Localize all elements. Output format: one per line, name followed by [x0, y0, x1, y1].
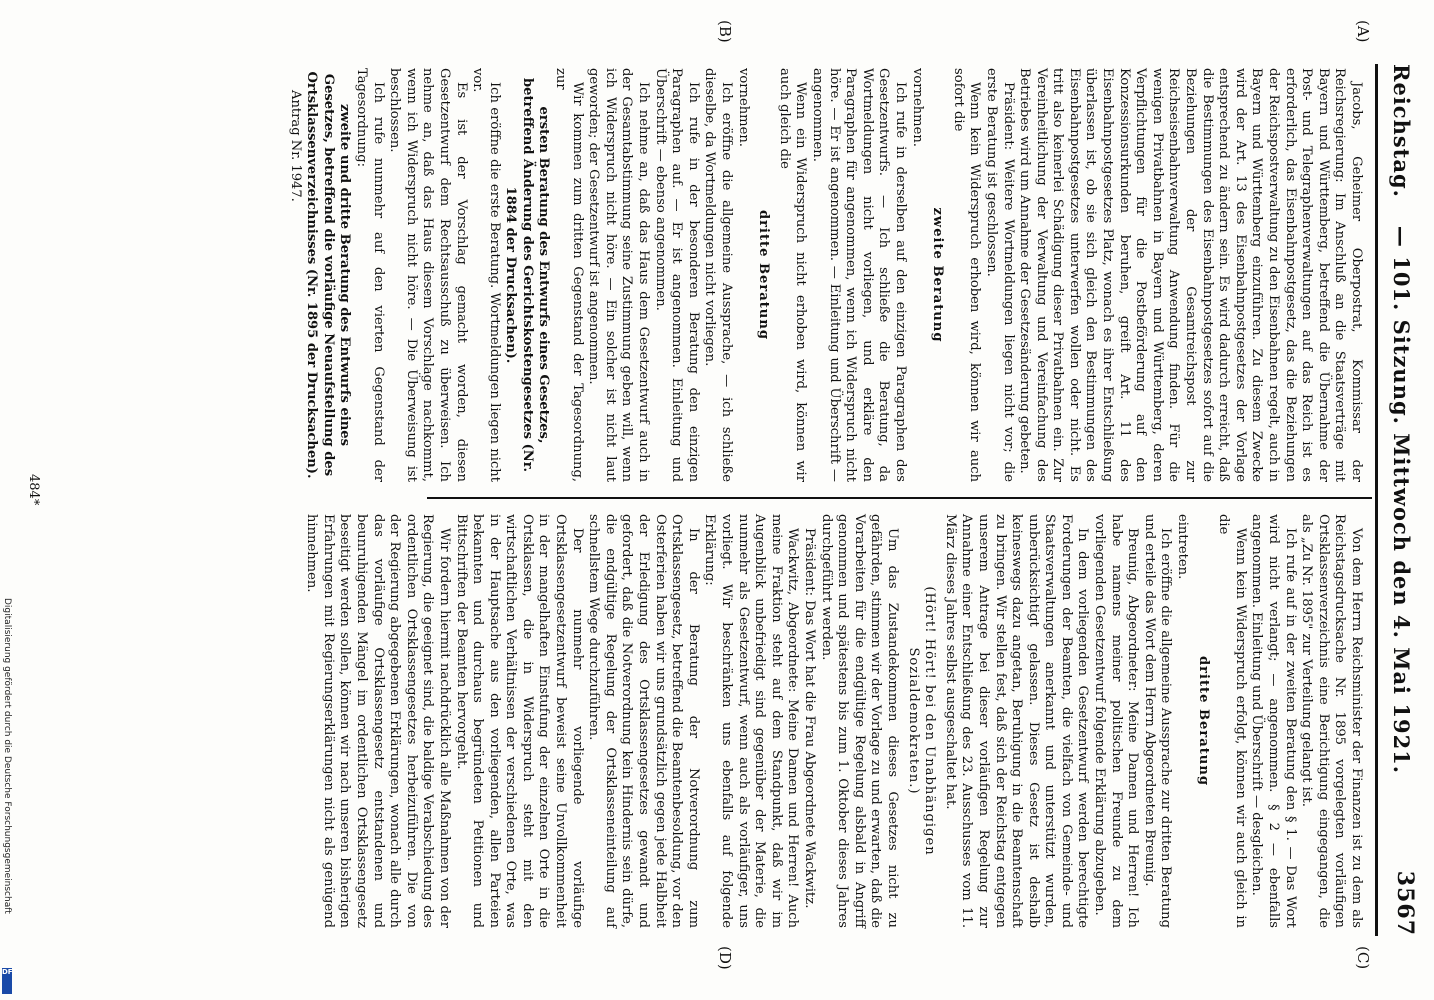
- interjection: (Hört! Hört! bei den Unabhängigen Sozialdemokraten.): [905, 586, 938, 856]
- paragraph: Wenn ein Widerspruch nicht erhoben wird, können wir auch gleich die: [776, 68, 809, 482]
- funding-note: Digitalisierung gefördert durch die Deutsche Forschungsgemeinschaft: [2, 598, 12, 914]
- paragraph: Wir kommen zum dritten Gegenstand der Tagesordnung, zur: [553, 68, 585, 482]
- president-statement: Präsident: Das Wort hat die Frau Abgeordnete Wackwitz.: [802, 528, 817, 909]
- dfg-logo-text: DFG: [2, 968, 19, 976]
- paragraph: Ich eröffne die allgemeine Aussprache, — ich schließe dieselbe, da Wortmeldungen nicht vorliegen.: [702, 68, 735, 482]
- paragraph: Ich nehme an, daß das Haus dem Gesetzentwurf auch in der Gesamtabstimmung seine Zustimmung geben will, wenn ich Widerspruch nicht höre. — Ein solcher ist nicht laut geworden; der Gesetzentwurf ist angenommen.: [586, 68, 652, 482]
- paragraph: Wenn kein Widerspruch erhoben wird, können wir auch sofort die: [950, 68, 983, 482]
- paragraph: Der nunmehr vorliegende vorläufige Ortsklassengesetzentwurf beweist seine Unvollkommenheit in der mangelhaften Einstufung der einzelnen Orte in die Ortsklassen, die in Widerspruch steht mit den wirtschaftlichen Verhältnissen der verschiedenen Orte, was in der Hauptsache aus den vorliegenden, allen Parteien bekannten und durchaus begründeten Petitionen und Bittschriften der Beamten hervorgeht.: [453, 514, 585, 928]
- footer-number: 484*: [26, 474, 41, 506]
- section-heading-third-reading: dritte Beratung: [756, 209, 772, 341]
- paragraph: Es ist der Vorschlag gemacht worden, diesen Gesetzentwurf dem Rechtsausschuß zu überweisen. Ich nehme an, daß das Haus diesem Vorschlage nachkommt, wenn ich Widerspruch nicht höre. — Die Überweisung ist beschlossen.: [387, 68, 469, 482]
- paragraph: Um das Zustandekommen dieses Gesetzes nicht zu gefährden, stimmen wir der Vorlage zu und erwarten, daß die Vorarbeiten für die endgültige Regelung alsbald in Angriff genommen und spätestens bis zum 1. Oktober dieses Jahres durchgeführt werden.: [818, 514, 900, 928]
- margin-marker-b: (B): [716, 20, 734, 43]
- paragraph: eintreten.: [1175, 514, 1191, 580]
- header-left: Reichstag.: [1389, 64, 1414, 198]
- paragraph: Ich rufe auf in der zweiten Beratung den § 1. — Das Wort wird nicht verlangt; — angenommen. § 2 — ebenfalls angenommen. Einleitung und Überschrift — desgleichen.: [1249, 514, 1298, 928]
- paragraph: Wir fordern hiermit nachdrücklich alle Maßnahmen von der Regierung, die geeignet sind, die baldige Verabschiedung des ordentlichen Ortsklassengesetzes herbeizuführen. Die von der Regierung abgegebenen Erklärungen, wonach alle durch das vorläufige Ortsklassengesetz entstandenen und beunruhigenden Mängel im ordentlichen Ortsklassengesetz beseitigt werden sollen, können wir nach unseren bisherigen Erfahrungen mit Regierungserklärungen nicht als genügend hinnehmen.: [304, 514, 452, 928]
- paragraph: Ich eröffne die allgemeine Aussprache zur dritten Beratung und erteile das Wort dem Herrn Abgeordneten Breunig.: [1141, 514, 1174, 928]
- paragraph: vornehmen.: [909, 68, 925, 147]
- paragraph: Ich rufe in derselben auf den einzigen Paragraphen des Gesetzentwurfs. — Ich schließe die Beratung, da Wortmeldungen nicht vorliegen, und erkläre den Paragraphen für angenommen, wenn ich Widerspruch nicht höre. — Er ist angenommen. — Einleitung und Überschrift — angenommen.: [810, 68, 908, 482]
- column-divider: [427, 497, 1372, 499]
- paragraph: In dem vorliegenden Gesetzentwurf werden berechtigte Forderungen der Beamten, die vielfach von Gemeinde- und Staatsverwaltungen anerkannt und unterstützt wurden, unberücksichtigt gelassen. Dieses Gesetz ist deshalb keineswegs dazu angetan, Beruhigung in die Beamtenschaft zu bringen. Wir stellen fest, daß sich der Reichstag entgegen unserem Antrage bei dieser vorläufigen Regelung zur Annahme einer Entschließung des 23. Ausschusses vom 11. März dieses Jahres selbst ausgeschaltet hat.: [942, 514, 1091, 928]
- speech-wackwitz: Wackwitz, Abgeordnete: Meine Damen und Herren! Auch meine Fraktion steht auf dem Standpunkt, daß wir im Augenblick unbefriedigt sind gegenüber der Materie, die nunmehr als Gesetzentwurf, wenn auch als vorläufiger, uns vorliegt. Wir beschränken uns ebenfalls auf folgende Erklärung:: [702, 514, 801, 928]
- left-column: [286, 68, 1364, 482]
- page-number: 3567: [1392, 870, 1418, 936]
- header-center: — 101. Sitzung. Mittwoch den 4. Mai 1921.: [1389, 225, 1414, 775]
- president-statement: Präsident: Weitere Wortmeldungen liegen nicht vor; die erste Beratung ist geschlossen.: [983, 68, 1016, 482]
- motion-number: Antrag Nr. 1947.: [287, 90, 303, 202]
- paragraph: Ich rufe in der besonderen Beratung den einzigen Paragraphen auf. — Er ist angenommen. Einleitung und Überschrift — ebenso angenommen.: [652, 68, 701, 482]
- section-heading-third-reading: dritte Beratung: [1195, 655, 1211, 787]
- dfg-logo: [2, 968, 19, 994]
- paragraph: In der Beratung der Notverordnung zum Ortsklassengesetz, betreffend die Beamtenbesoldung, vor den Osterferien haben wir uns grundsätzlich gegen jede Halbheit der Erledigung des Ortsklassengesetzes gewandt und gefordert, daß die Notverordnung kein Hindernis sein dürfe, die endgültige Regelung der Ortsklasseneinteilung auf schnellstem Wege durchzuführen.: [586, 514, 701, 928]
- paragraph: Ich eröffne die erste Beratung. Wortmeldungen liegen nicht vor.: [470, 68, 502, 482]
- paragraph: Wenn kein Widerspruch erfolgt, können wir auch gleich in die: [1216, 514, 1248, 928]
- section-heading-second-reading: zweite Beratung: [930, 207, 946, 343]
- paragraph: Ich rufe nunmehr auf den vierten Gegenstand der Tagesordnung:: [353, 68, 386, 482]
- paragraph: vornehmen.: [735, 68, 751, 147]
- paragraph: Von dem Herrn Reichsminister der Finanzen ist zu dem als Reichstagsdrucksache Nr. 1895 vorgelegten vorläufigen Ortsklassenverzeichnis eine Berichtigung eingegangen, die als „Zu Nr. 1895" zur Verteilung gelangt ist.: [1299, 514, 1364, 928]
- agenda-item-court-costs: ersten Beratung des Entwurfs eines Gesetzes, betreffend Änderung des Gerichtskostengesetzes (Nr. 1884 der Drucksachen).: [503, 77, 552, 473]
- speech-jacobs: Jacobs, Geheimer Oberpostrat, Kommissar der Reichsregierung: Im Anschluß an die Staatsverträge mit Bayern und Württemberg, betreffend die Übernahme der Post- und Telegraphenverwaltungen auf das Reich ist es erforderlich, das Eisenbahnpostgesetz, das die Beziehungen der Reichspostverwaltung zu den Eisenbahnen regelt, auch in Bayern und Württemberg einzuführen. Zu diesem Zwecke wird der Art. 13 des Eisenbahnpostgesetzes der Vorlage entsprechend zu ändern sein. Es wird dadurch erreicht, daß die Bestimmungen des Eisenbahnpostgesetzes sofort auf die Beziehungen der Gesamtreichspost zur Reichseisenbahnverwaltung Anwendung finden. Für die wenigen Privatbahnen in Bayern und Württemberg, deren Verpflichtungen für die Postbeförderung auf den Konzessionsurkunden beruhen, greift Art. 11 des Eisenbahnpostgesetzes Platz, wonach es ihrer Entschließung überlassen ist, ob sie sich gleich den Bestimmungen des Eisenbahnpostgesetzes unterwerfen wollen oder nicht. Es tritt also keinerlei Schädigung dieser Privatbahnen ein. Zur Vereinheitlichung der Verwaltung und Vereinfachung des Betriebes wird um Annahme der Gesetzesänderung gebeten.: [1017, 68, 1364, 482]
- agenda-item-ortsklassen: zweite und dritte Beratung des Entwurfs eines Gesetzes, betreffend die vorläufige Neuaufstellung des Ortsklassenverzeichnisses (Nr. 1895 der Drucksachen).: [304, 71, 353, 479]
- speech-breunig: Breunig, Abgeordneter: Meine Damen und Herren! Ich habe namens meiner politischen Freunde zu dem vorliegenden Gesetzentwurf folgende Erklärung abzugeben.: [1092, 514, 1141, 928]
- margin-marker-a: (A): [1354, 20, 1372, 43]
- margin-marker-c: (C): [1354, 946, 1372, 970]
- margin-marker-d: (D): [716, 946, 734, 970]
- running-header: [1380, 64, 1420, 936]
- header-rule: [1375, 64, 1378, 936]
- right-column: [303, 514, 1364, 928]
